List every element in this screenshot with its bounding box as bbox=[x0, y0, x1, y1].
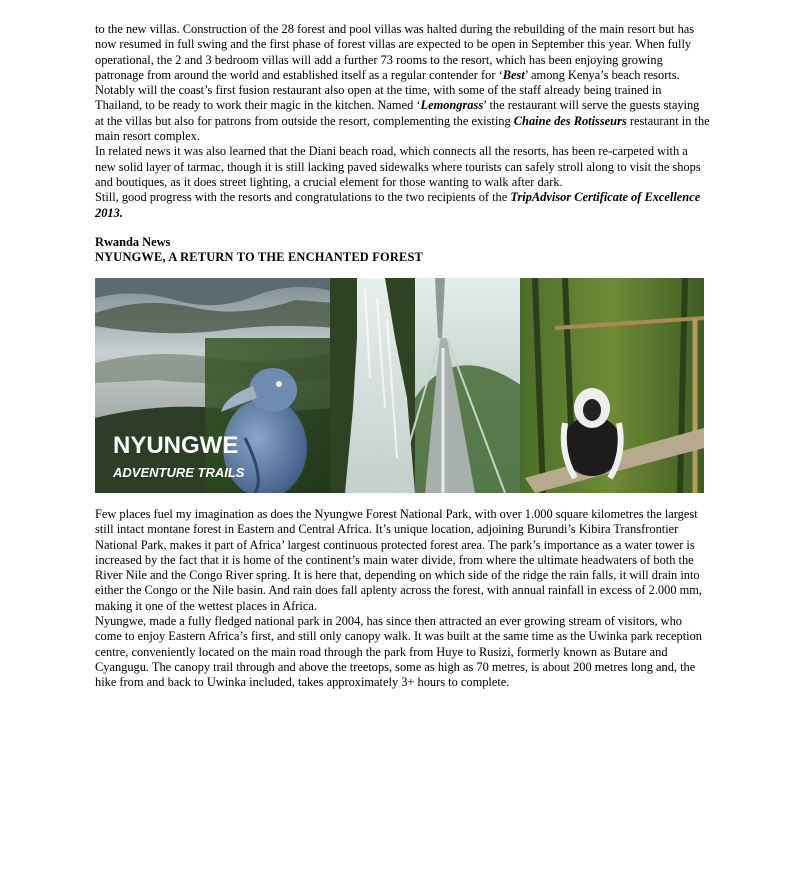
intro-text bbox=[95, 22, 710, 221]
text-run: ’ among Kenya’s beach resorts. Notably will the coast’s first fusion restaurant also open at the time, with some of the staff already being trained in Thailand, to be ready to work their magic in the kitchen. Named ‘ bbox=[95, 67, 680, 113]
emphasis-certificate: TripAdvisor Certificate of Excellence 2013. bbox=[95, 190, 701, 220]
intro-paragraph-villas bbox=[95, 22, 710, 144]
text-run: Still, good progress with the resorts and congratulations to the two recipients of the bbox=[95, 190, 511, 205]
text-run: restaurant in the main resort complex. bbox=[95, 113, 710, 144]
section-label: Rwanda News bbox=[95, 235, 171, 249]
text-run: ’ the restaurant will serve the guests staying at the villas but also for patrons from outside the resort, complementing the existing bbox=[95, 98, 700, 128]
banner-title: NYUNGWE bbox=[113, 432, 239, 459]
nyungwe-banner-image bbox=[95, 278, 704, 493]
body-paragraph-forest: Few places fuel my imagination as does the Nyungwe Forest National Park, with over 1.000 square kilometres the largest still intact montane forest in Eastern and Central Africa. It’s unique location, adjoining Burundi’s Kibira Transfrontier National Park, makes it part of Africa’ largest continuous protected forest area. The park’s importance as a water tower is increased by the fact that it is home of the continent’s main water divide, from where the ultimate headwaters of both the River Nile and the Congo River spring. It is here that, depending on which side of the ridge the rain falls, it will drain into either the Congo or the Nile basin. And rain does fall aplenty across the forest, with annual rainfall in excess of 2.000 mm, making it one of the wettest places in Africa. bbox=[95, 507, 702, 613]
banner-subtitle: ADVENTURE TRAILS bbox=[113, 465, 245, 480]
emphasis-best: Best bbox=[502, 67, 525, 82]
emphasis-restaurant-name: Chaine des Rotisseurs bbox=[513, 113, 627, 128]
text-run: to the new villas. Construction of the 28 forest and pool villas was halted during the rebuilding of the main resort but has now resumed in full swing and the first phase of forest villas are expected to be open in September this year. When fully operational, the 2 and 3 bedroom villas will add a further 73 rooms to the resort, which has been enjoying growing patronage from around the world and established itself as a regular contender for ‘ bbox=[95, 22, 695, 82]
article-title: NYUNGWE, A RETURN TO THE ENCHANTED FOREST bbox=[95, 250, 424, 264]
banner-illustration bbox=[95, 278, 704, 493]
intro-paragraph-congrats bbox=[95, 190, 710, 221]
article-body bbox=[95, 507, 710, 691]
emphasis-lemongrass: Lemongrass bbox=[420, 98, 484, 113]
body-paragraph-canopy: Nyungwe, made a fully fledged national park in 2004, has since then attracted an ever growing stream of visitors, who come to enjoy Eastern Africa’s first, and still only canopy walk. It was built at the same time as the Uwinka park reception centre, conveniently located on the main road through the park from Huye to Rusizi, formerly known as Butare and Cyangugu. The canopy trail through and above the treetops, some as high as 70 metres, is about 200 metres long and, the hike from and back to Uwinka included, takes approximately 3+ hours to complete. bbox=[95, 614, 702, 690]
intro-paragraph-road: In related news it was also learned that the Diani beach road, which connects all the resorts, has been re-carpeted with a new solid layer of tarmac, though it is still lacking paved sidewalks where tourists can safely stroll along to visit the shops and boutiques, as it does street lighting, a crucial element for those wanting to walk after dark. bbox=[95, 144, 701, 189]
